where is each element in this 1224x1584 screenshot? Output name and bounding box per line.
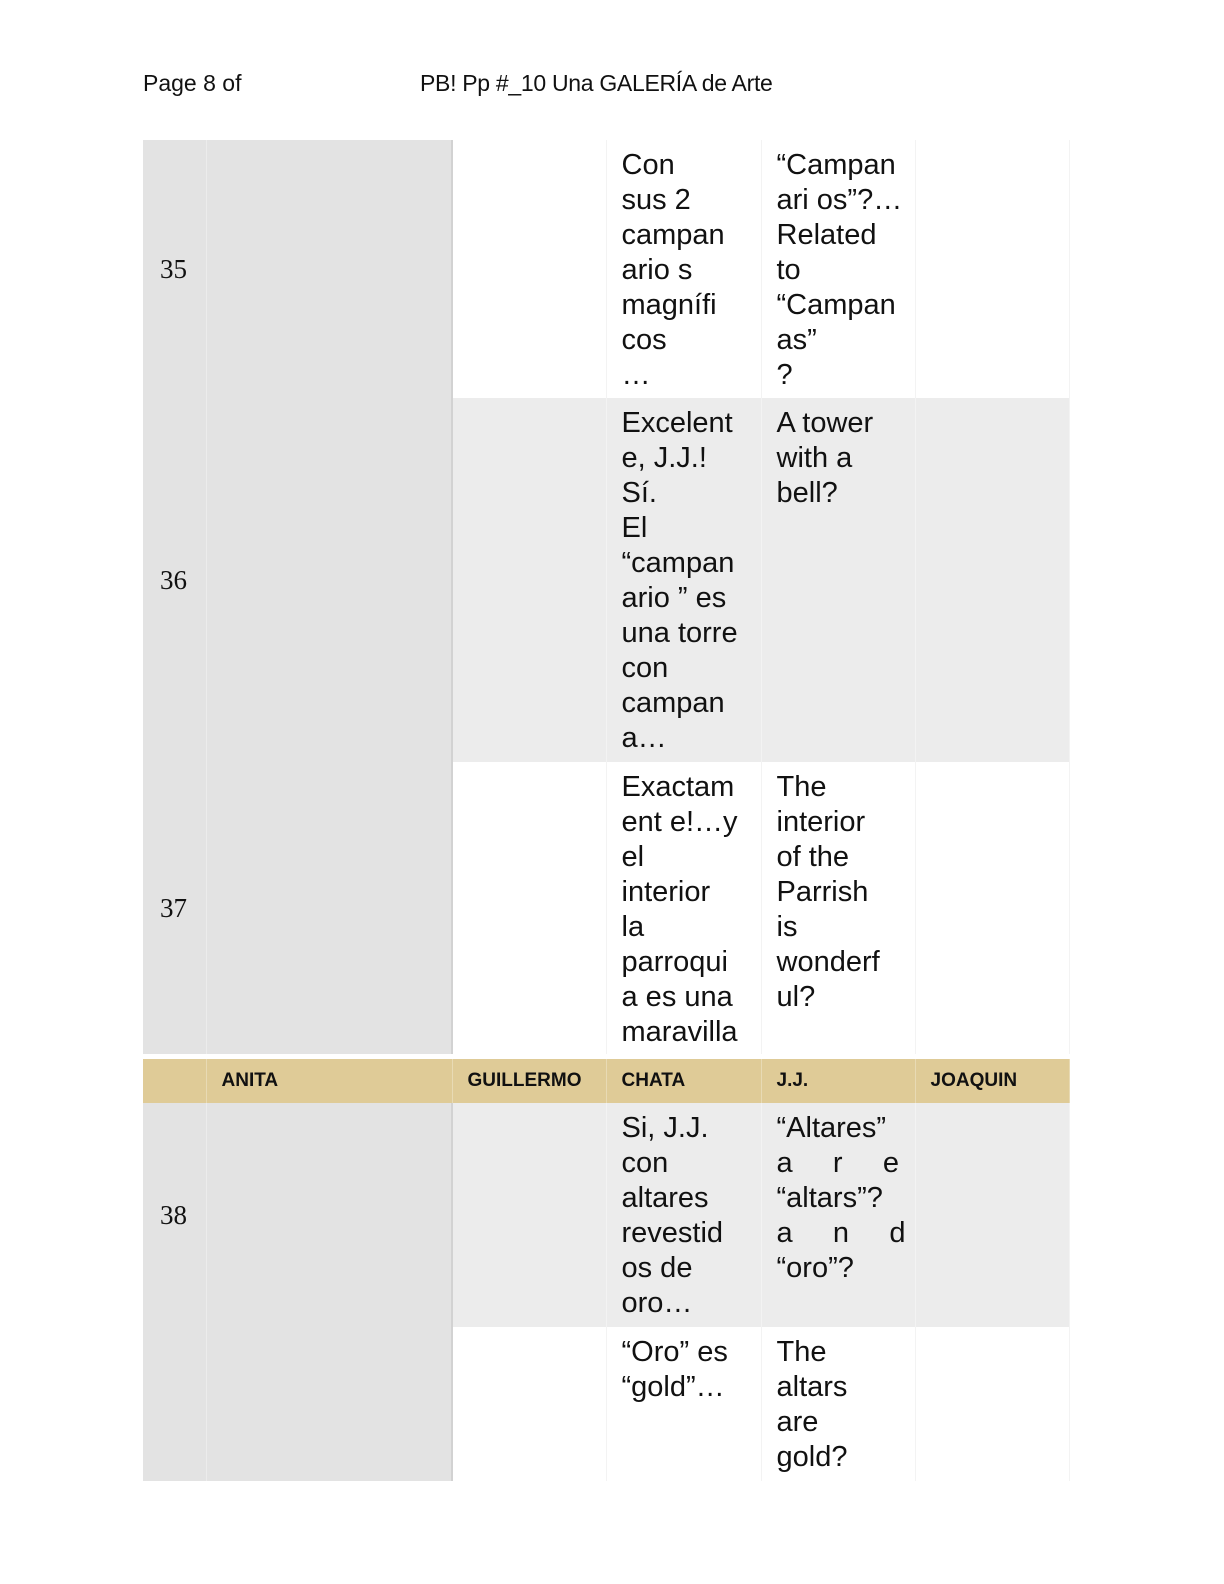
jj-cell: [761, 762, 915, 1054]
dialogue-line: as”: [776, 324, 817, 356]
dialogue-line: ario ” es: [621, 582, 727, 614]
dialogue-line: Sí.: [621, 477, 657, 509]
dialogue-line: are: [776, 1406, 819, 1438]
dialogue-line: “Altares”: [776, 1112, 887, 1144]
dialogue-line: sus 2: [621, 184, 691, 216]
speaker-joaquin: JOAQUIN: [915, 1059, 1069, 1103]
dialogue-line: gold?: [776, 1441, 848, 1473]
dialogue-line: os de: [621, 1252, 693, 1284]
table-row: [143, 398, 1069, 762]
dialogue-line: “Oro” es: [621, 1336, 728, 1368]
dialogue-line: “altars”?: [776, 1182, 883, 1214]
dialogue-line: “oro”?: [776, 1252, 854, 1284]
dialogue-line: altares: [621, 1182, 709, 1214]
guillermo-cell: [452, 398, 606, 762]
jj-cell: [761, 1327, 915, 1481]
table-row: [143, 1327, 1069, 1481]
dialogue-line: con: [621, 652, 669, 684]
joaquin-cell: [915, 140, 1069, 398]
chata-cell: [606, 762, 761, 1054]
guillermo-cell: [452, 140, 606, 398]
dialogue-line: …: [621, 359, 651, 391]
table-row: [143, 762, 1069, 1054]
chata-cell: [606, 1327, 761, 1481]
line-number: 38: [143, 1103, 206, 1327]
dialogue-line: campan: [621, 687, 725, 719]
speaker-jj: J.J.: [761, 1059, 915, 1103]
dialogue-line: with a: [776, 442, 853, 474]
chata-cell: [606, 1103, 761, 1327]
anita-cell: [206, 1103, 452, 1327]
dialogue-line: maravilla: [621, 1016, 738, 1048]
guillermo-cell: [452, 1103, 606, 1327]
dialogue-line: “Campan: [776, 289, 896, 321]
guillermo-cell: [452, 1327, 606, 1481]
dialogue-line: of the: [776, 841, 850, 873]
dialogue-line: Related: [776, 219, 877, 251]
dialogue-line: The: [776, 1336, 827, 1368]
table-row: [143, 140, 1069, 398]
dialogue-line: parroqui: [621, 946, 728, 978]
dialogue-line: ari os”?…: [776, 184, 903, 216]
dialogue-line: “gold”…: [621, 1371, 725, 1403]
dialogue-line: ent e!…y: [621, 806, 738, 838]
line-number: [143, 1327, 206, 1481]
jj-cell: [761, 140, 915, 398]
script-table: [143, 140, 1070, 1481]
dialogue-line: altars: [776, 1371, 848, 1403]
dialogue-line: “campan: [621, 547, 735, 579]
dialogue-line: The: [776, 771, 827, 803]
joaquin-cell: [915, 1103, 1069, 1327]
dialogue-line: El: [621, 512, 648, 544]
line-number: 37: [143, 762, 206, 1054]
speaker-anita: ANITA: [206, 1059, 452, 1103]
speaker-guillermo: GUILLERMO: [452, 1059, 606, 1103]
dialogue-line: is: [776, 911, 798, 943]
dialogue-line: la: [621, 911, 645, 943]
dialogue-line: con: [621, 1147, 669, 1179]
line-number: 35: [143, 140, 206, 398]
dialogue-line: campan: [621, 219, 725, 251]
dialogue-line: ?: [776, 359, 793, 391]
dialogue-line: ario s: [621, 254, 693, 286]
joaquin-cell: [915, 762, 1069, 1054]
speaker-header-row: [143, 1059, 1069, 1103]
chata-cell: [606, 398, 761, 762]
jj-cell: [761, 398, 915, 762]
anita-cell: [206, 762, 452, 1054]
dialogue-line: to: [776, 254, 801, 286]
dialogue-line: wonderf: [776, 946, 880, 978]
dialogue-line: a n d: [776, 1217, 906, 1249]
dialogue-line: ul?: [776, 981, 816, 1013]
header-blank-cell: [143, 1059, 206, 1103]
jj-cell: [761, 1103, 915, 1327]
speaker-chata: CHATA: [606, 1059, 761, 1103]
dialogue-line: interior: [776, 806, 866, 838]
dialogue-line: Parrish: [776, 876, 869, 908]
dialogue-line: a r e: [776, 1147, 899, 1179]
dialogue-line: Con: [621, 149, 675, 181]
dialogue-line: e, J.J.!: [621, 442, 707, 474]
dialogue-line: “Campan: [776, 149, 896, 181]
anita-cell: [206, 398, 452, 762]
table-row: [143, 1103, 1069, 1327]
dialogue-line: Si, J.J.: [621, 1112, 709, 1144]
dialogue-line: Exactam: [621, 771, 735, 803]
dialogue-line: Excelent: [621, 407, 733, 439]
dialogue-line: el: [621, 841, 645, 873]
anita-cell: [206, 140, 452, 398]
dialogue-line: cos: [621, 324, 667, 356]
joaquin-cell: [915, 398, 1069, 762]
joaquin-cell: [915, 1327, 1069, 1481]
dialogue-line: interior: [621, 876, 711, 908]
dialogue-line: una torre: [621, 617, 738, 649]
page-number: Page 8 of: [143, 70, 242, 96]
dialogue-line: magnífi: [621, 289, 717, 321]
dialogue-line: a…: [621, 722, 667, 754]
dialogue-line: a es una: [621, 981, 733, 1013]
chata-cell: [606, 140, 761, 398]
dialogue-line: revestid: [621, 1217, 724, 1249]
dialogue-line: A tower: [776, 407, 874, 439]
dialogue-line: oro…: [621, 1287, 693, 1319]
line-number: 36: [143, 398, 206, 762]
dialogue-line: bell?: [776, 477, 838, 509]
anita-cell: [206, 1327, 452, 1481]
document-title: PB! Pp #_10 Una GALERÍA de Arte: [420, 70, 773, 96]
guillermo-cell: [452, 762, 606, 1054]
